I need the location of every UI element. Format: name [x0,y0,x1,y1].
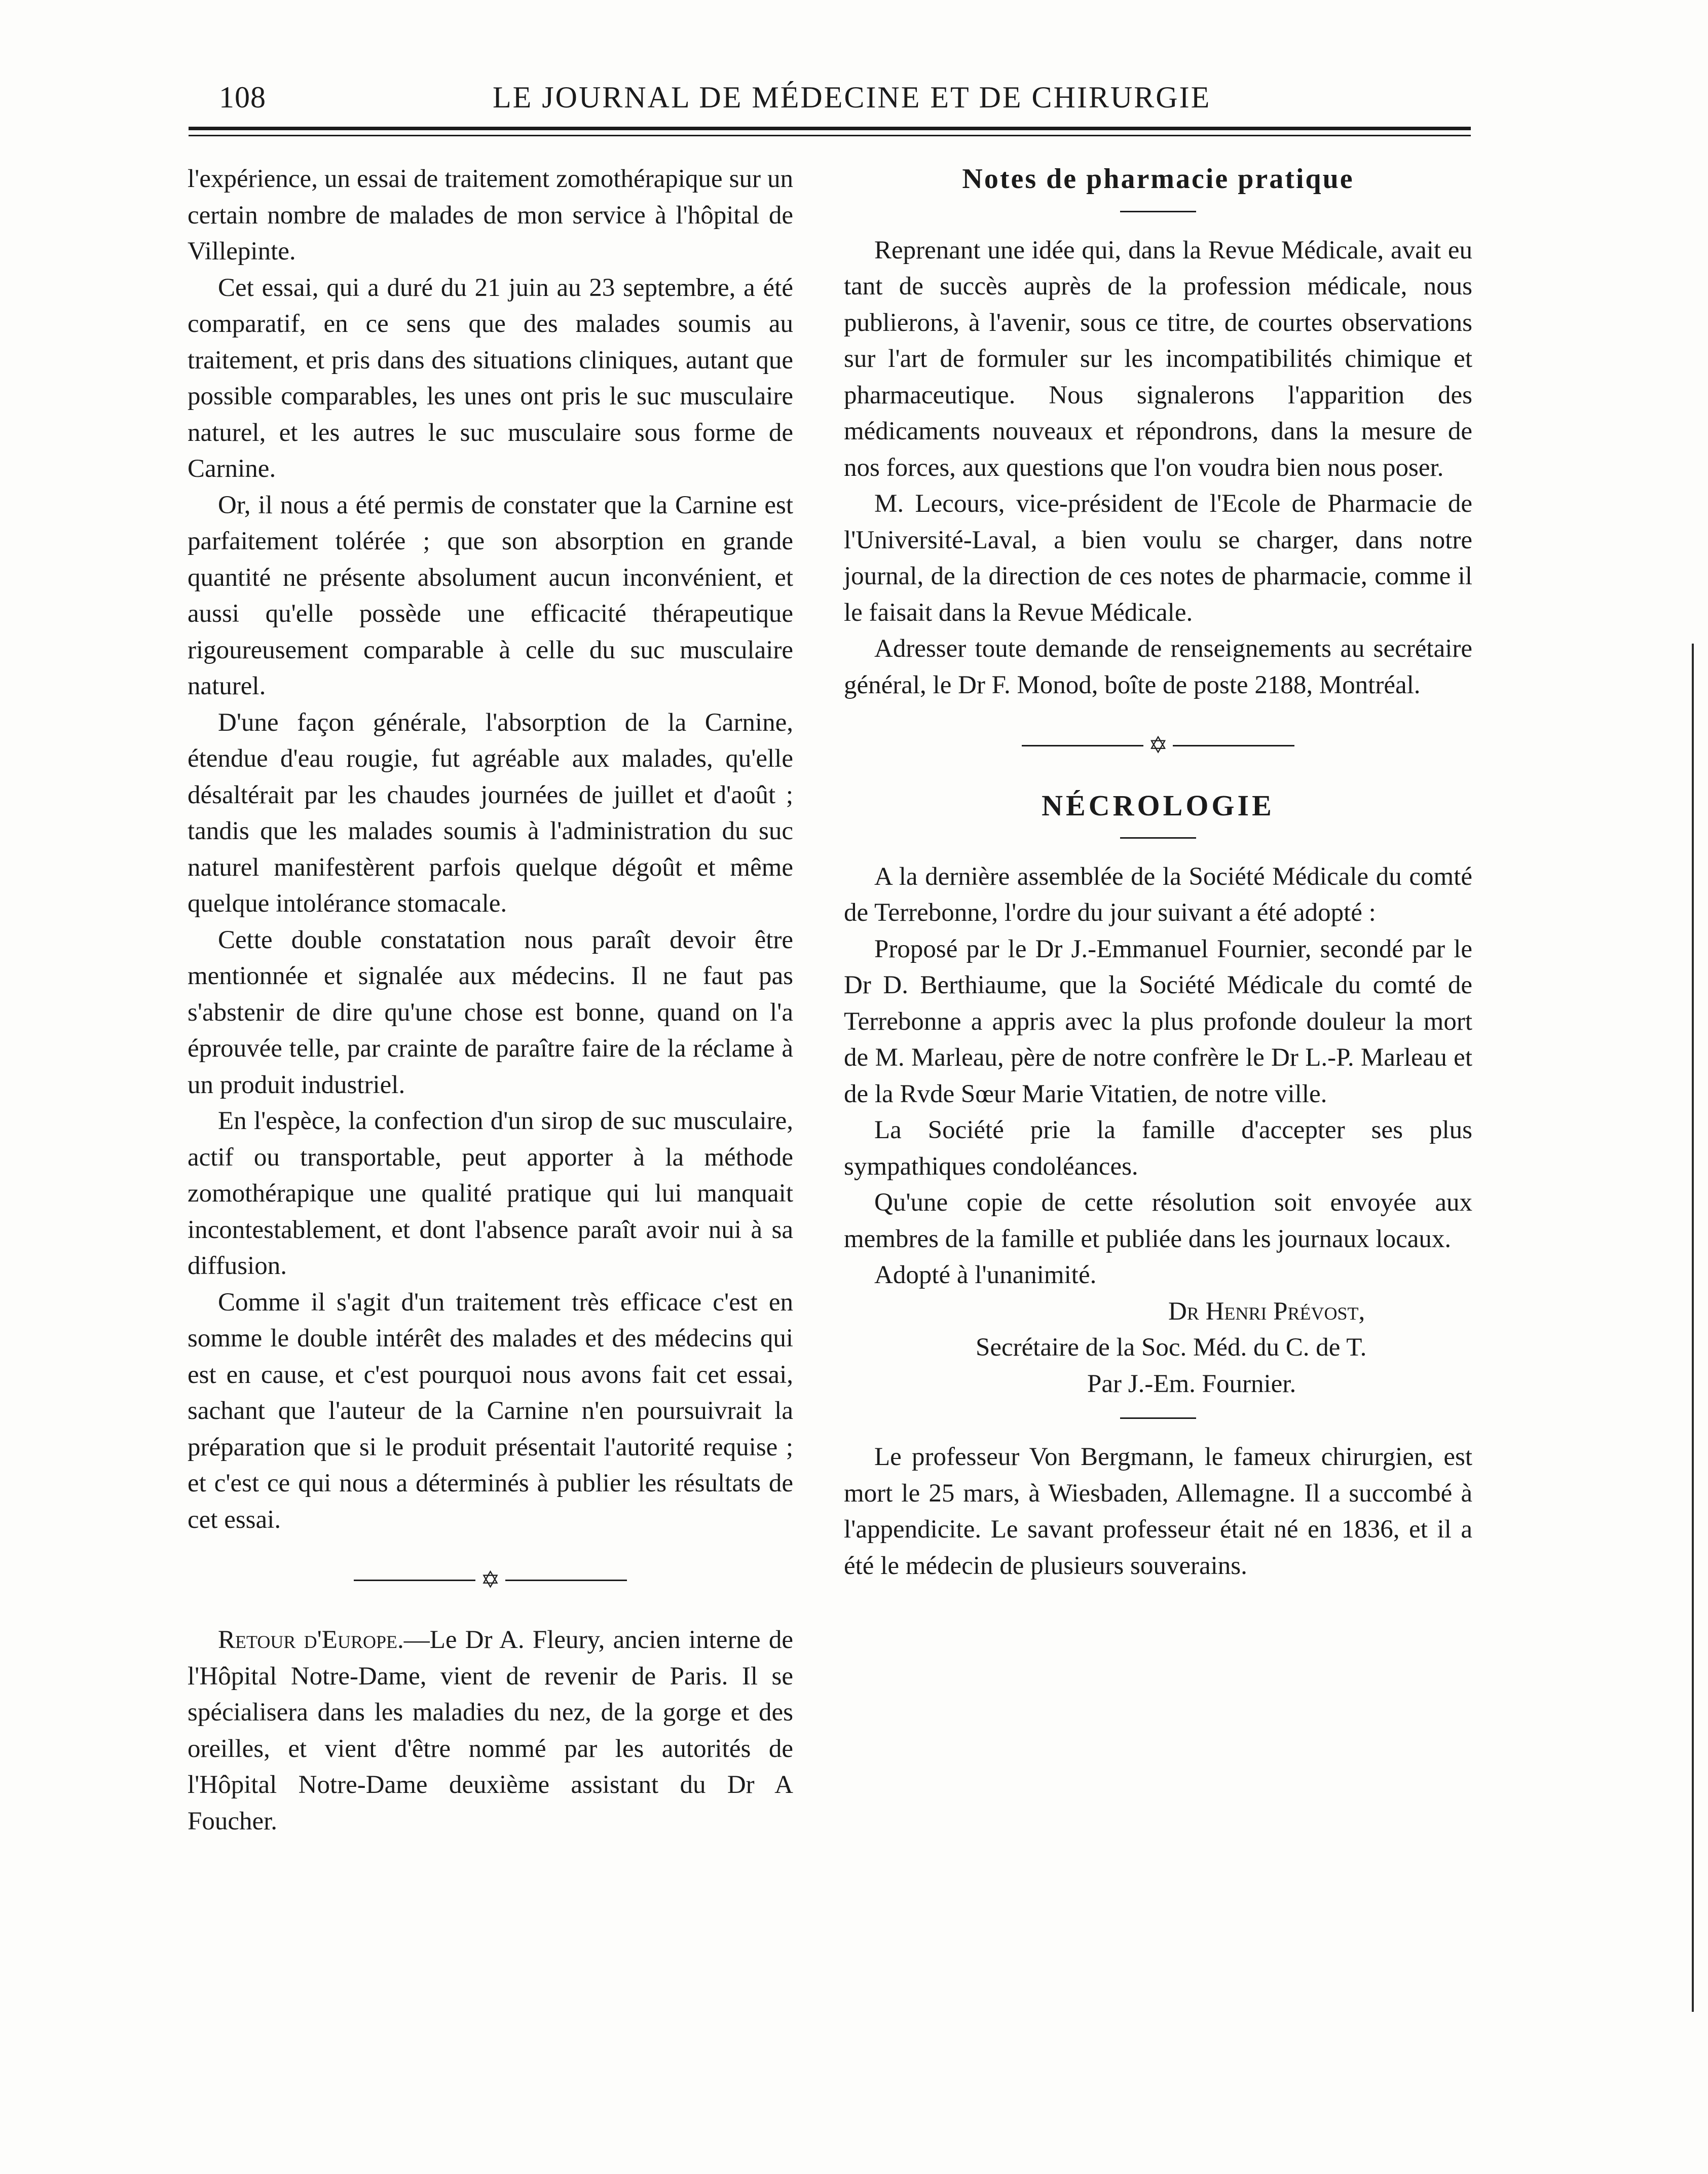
necrologie-paragraph: Proposé par le Dr J.-Emmanuel Fournier, secondé par le Dr D. Berthiaume, que la Société Médicale du comté de Terrebonne a appris avec la plus profonde douleur la mort de M. Marleau, père de notre confrère le Dr L.-P. Marleau et de la Rvde Sœur Marie Vitatien, de notre ville. [844,934,1472,1108]
page-number: 108 [219,81,266,114]
necrologie-paragraph: Qu'une copie de cette résolution soit envoyée aux membres de la famille et publiée dans les journaux locaux. [844,1188,1472,1253]
necrologie-paragraph: La Société prie la famille d'accepter ses plus sympathiques condoléances. [844,1116,1472,1181]
ornament-line [1022,745,1143,746]
section-ornament [188,1568,793,1592]
necrologie-paragraph: A la dernière assemblée de la Société Médicale du comté de Terrebonne, l'ordre du jour suivant a été adopté : [844,862,1472,927]
header-rule-thin [189,135,1471,136]
title-rule [1120,211,1196,212]
bergmann-paragraph: Le professeur Von Bergmann, le fameux chirurgien, est mort le 25 mars, à Wiesbaden, Allemagne. Il a succombé à l'appendicite. Le savant professeur était né en 1836, et il a été le médecin de plusieurs souverains. [844,1443,1472,1580]
left-column [188,161,793,1840]
ornament-line [505,1580,627,1581]
page-header [189,76,1471,122]
article-paragraph: Cette double constatation nous paraît devoir être mentionnée et signalée aux médecins. Il ne faut pas s'abstenir de dire qu'une chose est bonne, quand on l'a éprouvée telle, par crainte de paraître faire de la réclame à un produit industriel. [188,925,793,1099]
signature-title: Secrétaire de la Soc. Méd. du C. de T. [976,1333,1367,1362]
retour-lead: Retour d'Europe. [218,1626,404,1654]
star-ornament-icon: ✡ [480,1567,500,1593]
retour-paragraph [188,1622,793,1840]
article-paragraph: Or, il nous a été permis de constater que la Carnine est parfaitement tolérée ; que son absorption en grande quantité ne présente absolument aucun inconvénient, et aussi qu'elle possède une efficacité thérapeutique rigoureusement comparable à celle du suc musculaire naturel. [188,491,793,700]
signature-by: Par J.-Em. Fournier. [1087,1369,1296,1398]
header-rule-thick [189,127,1471,130]
article-paragraph: D'une façon générale, l'absorption de la Carnine, étendue d'eau rougie, fut agréable aux malades, qu'elle désaltérait par les chaudes journées de juillet et d'août ; tandis que les malades soumis à l'administration du suc naturel manifestèrent parfois quelque dégoût et même quelque intolérance stomacale. [188,708,793,918]
title-rule [1120,837,1196,839]
section-ornament [844,734,1472,757]
right-column [844,161,1472,1584]
star-ornament-icon: ✡ [1148,732,1168,758]
pharmacie-title: Notes de pharmacie pratique [962,163,1354,195]
retour-text: —Le Dr A. Fleury, ancien interne de l'Hôpital Notre-Dame, vient de revenir de Paris. Il se spécialisera dans les maladies du nez, de la gorge et des oreilles, et vient d'être nommé par les autorités de l'Hôpital Notre-Dame deuxième assistant du Dr A Foucher. [188,1626,793,1835]
separator-rule [1120,1417,1196,1419]
ornament-line [354,1580,475,1581]
article-paragraph: En l'espèce, la confection d'un sirop de suc musculaire, actif ou transportable, peut apporter à la méthode zomothérapique une qualité pratique qui lui manquait incontestablement, et dont l'absence paraît avoir nui à sa diffusion. [188,1107,793,1280]
article-paragraph: Cet essai, qui a duré du 21 juin au 23 septembre, a été comparatif, en ce sens que des malades soumis au traitement, et pris dans des situations cliniques, autant que possible comparables, les unes ont pris le suc musculaire naturel, et les autres le suc musculaire sous forme de Carnine. [188,273,793,483]
pharmacie-paragraph: Adresser toute demande de renseignements au secrétaire général, le Dr F. Monod, boîte de poste 2188, Montréal. [844,634,1472,699]
signature-name: Dr Henri Prévost, [1168,1297,1365,1326]
ornament-line [1173,745,1294,746]
necrologie-paragraph: Adopté à l'unanimité. [874,1261,1097,1289]
pharmacie-paragraph: Reprenant une idée qui, dans la Revue Médicale, avait eu tant de succès auprès de la profession médicale, nous publierons, à l'avenir, sous ce titre, de courtes observations sur l'art de formuler sur les incompatibilités chimique et pharmaceutique. Nous signalerons l'apparition des médicaments nouveaux et répondrons, dans la mesure de nos forces, aux questions que l'on voudra bien nous poser. [844,236,1472,482]
journal-title: LE JOURNAL DE MÉDECINE ET DE CHIRURGIE [493,81,1211,114]
page-edge-mark [1692,644,1694,2012]
article-paragraph: Comme il s'agit d'un traitement très efficace c'est en somme le double intérêt des malades et des médecins qui est en cause, et c'est pourquoi nous avons fait cet essai, sachant que l'auteur de la Carnine n'en poursuivrait la préparation que si le produit présentait l'autorité requise ; et c'est ce qui nous a déterminés à publier les résultats de cet essai. [188,1288,793,1534]
pharmacie-paragraph: M. Lecours, vice-président de l'Ecole de Pharmacie de l'Université-Laval, a bien voulu se charger, dans notre journal, de la direction de ces notes de pharmacie, comme il le faisait dans la Revue Médicale. [844,490,1472,627]
article-paragraph: l'expérience, un essai de traitement zomothérapique sur un certain nombre de malades de mon service à l'hôpital de Villepinte. [188,165,793,266]
necrologie-title: NÉCROLOGIE [1042,789,1275,822]
